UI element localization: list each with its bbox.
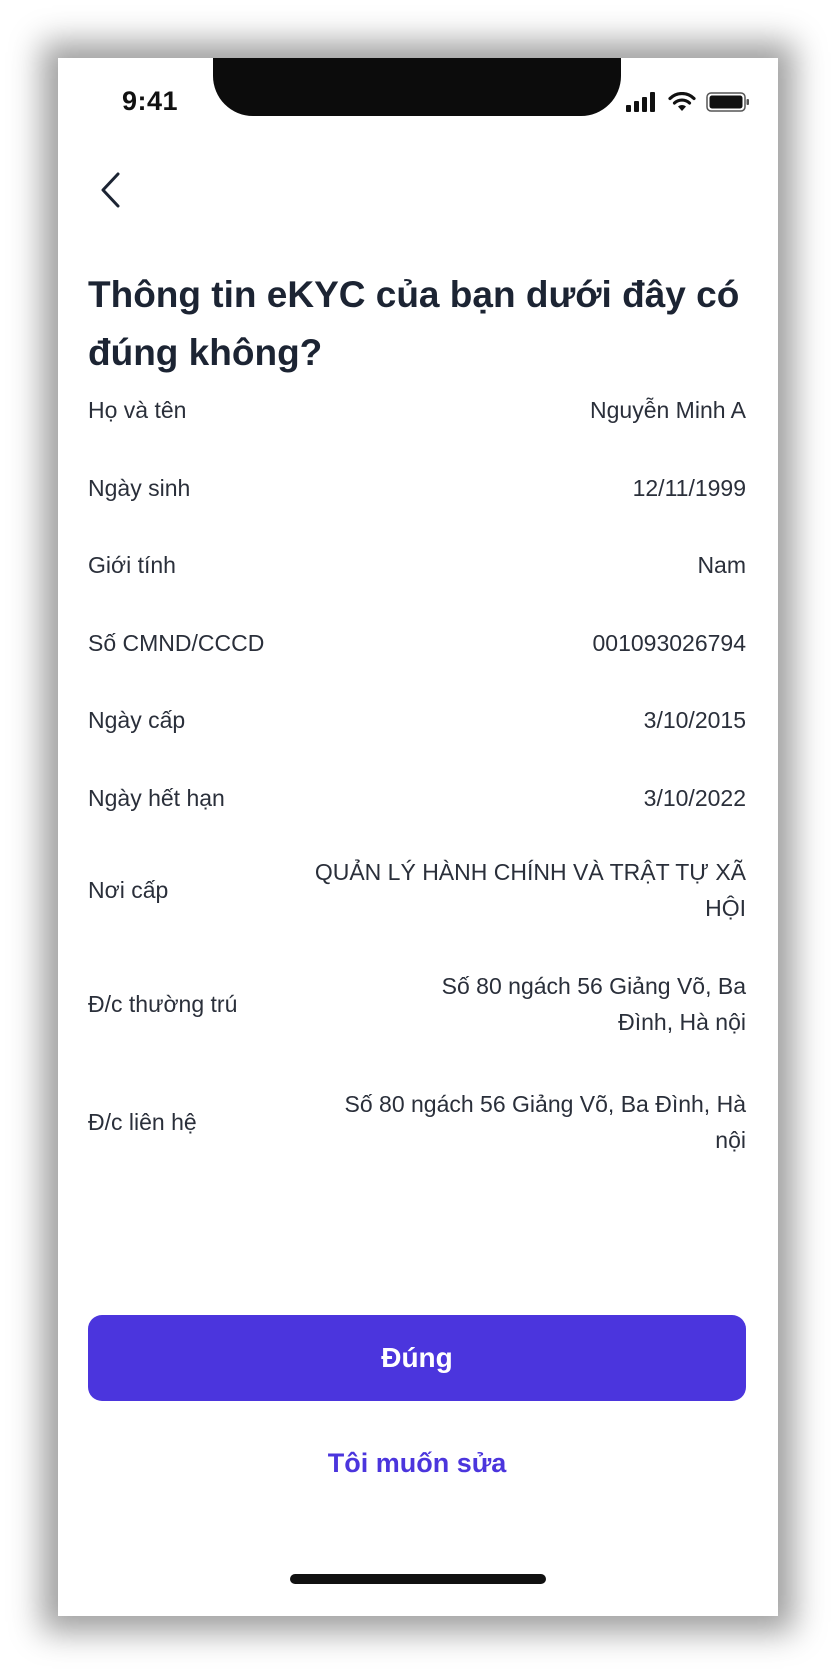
status-icons xyxy=(626,90,750,114)
edit-info-link[interactable]: Tôi muốn sửa xyxy=(327,1448,507,1478)
info-label: Họ và tên xyxy=(88,396,187,423)
page-title: Thông tin eKYC của bạn dưới đây có đúng không? xyxy=(88,274,740,373)
info-label: Ngày sinh xyxy=(88,474,191,501)
info-label: Đ/c thường trú xyxy=(88,990,238,1017)
home-indicator xyxy=(290,1574,546,1584)
info-value: Số 80 ngách 56 Giảng Võ, Ba Đình, Hà nội xyxy=(441,973,746,1035)
wifi-icon xyxy=(668,92,696,112)
cellular-signal-icon xyxy=(626,92,658,112)
info-value: 12/11/1999 xyxy=(632,475,746,501)
info-row-id-number xyxy=(88,625,746,661)
info-value: QUẢN LÝ HÀNH CHÍNH VÀ TRẬT TỰ XÃ HỘI xyxy=(314,859,746,921)
info-row-permanent-address xyxy=(88,968,746,1040)
confirm-button[interactable]: Đúng xyxy=(88,1315,746,1401)
info-label: Nơi cấp xyxy=(88,876,169,903)
info-label: Giới tính xyxy=(88,551,176,578)
info-row-gender xyxy=(88,547,746,583)
phone-screen xyxy=(58,58,778,1616)
device-notch xyxy=(213,58,621,116)
info-label: Số CMND/CCCD xyxy=(88,629,265,656)
info-label: Ngày cấp xyxy=(88,706,186,733)
info-row-place-of-issue xyxy=(88,854,746,926)
info-value: 3/10/2015 xyxy=(643,707,746,733)
info-row-expiry-date xyxy=(88,780,746,816)
info-value: Nam xyxy=(697,552,746,578)
info-row-full-name xyxy=(88,392,746,428)
info-label: Đ/c liên hệ xyxy=(88,1108,197,1135)
back-button[interactable] xyxy=(88,168,132,212)
battery-icon xyxy=(706,92,750,112)
info-value: 3/10/2022 xyxy=(643,785,746,811)
chevron-left-icon xyxy=(98,170,122,210)
status-time: 9:41 xyxy=(122,86,179,116)
info-value: 001093026794 xyxy=(592,630,746,656)
info-label: Ngày hết hạn xyxy=(88,784,225,811)
info-row-date-of-birth xyxy=(88,470,746,506)
info-value: Số 80 ngách 56 Giảng Võ, Ba Đình, Hà nội xyxy=(344,1091,746,1153)
info-row-issue-date xyxy=(88,702,746,738)
info-value: Nguyễn Minh A xyxy=(590,397,746,423)
info-row-contact-address xyxy=(88,1086,746,1158)
